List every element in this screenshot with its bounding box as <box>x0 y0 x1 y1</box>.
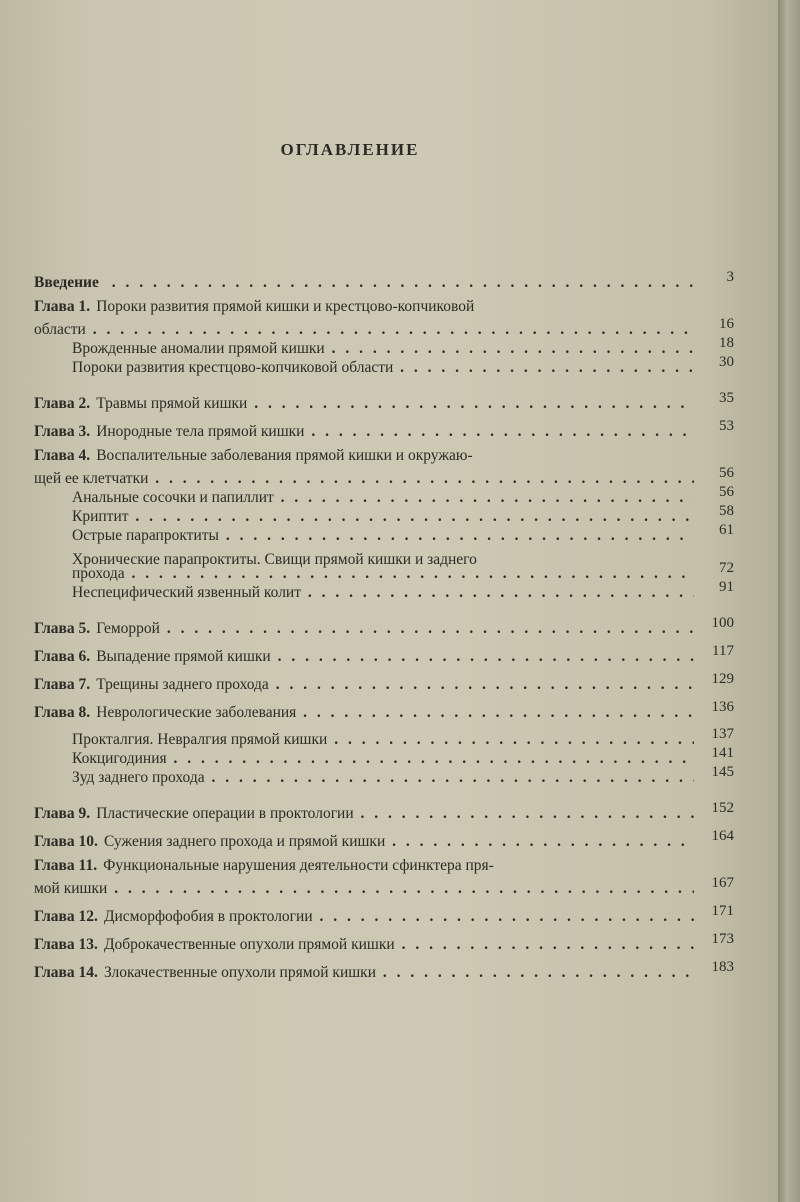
toc-entry-label: Глава 10. <box>34 833 98 850</box>
toc-page-number: 53 <box>719 418 734 434</box>
toc-entry-title-line1: Пороки развития прямой кишки и крестцово-копчиковой <box>96 298 475 315</box>
toc-page-number: 167 <box>711 875 734 891</box>
toc-entry-title: Пластические операции в проктологии <box>96 805 354 822</box>
toc-entry-title-line1: Воспалительные заболевания прямой кишки и окружаю- <box>96 447 473 464</box>
toc-entry-label: Глава 3. <box>34 423 91 440</box>
toc-entry-title: Зуд заднего прохода <box>72 769 205 786</box>
toc-page-number: 18 <box>719 335 734 351</box>
toc-entry-line <box>34 274 694 292</box>
toc-entry-title: Прокталгия. Невралгия прямой кишки <box>72 731 328 748</box>
toc-page-number: 136 <box>711 699 734 715</box>
toc-entry-title: Острые парапроктиты <box>72 527 219 544</box>
toc-entry-line <box>34 321 694 339</box>
toc-page-number: 141 <box>711 745 734 761</box>
toc-entry-label: Глава 1. <box>34 298 91 315</box>
toc-entry-intro <box>34 268 734 296</box>
toc-entry-label: Глава 12. <box>34 908 98 925</box>
toc-entry-chapter-13 <box>34 930 734 958</box>
toc-entry-label: Глава 4. <box>34 447 91 464</box>
toc-entry-label: Глава 5. <box>34 620 91 637</box>
toc-entry-label: Глава 7. <box>34 676 91 693</box>
toc-page-number: 164 <box>711 828 734 844</box>
toc-page-number: 72 <box>719 560 734 576</box>
toc-page-number: 56 <box>719 465 734 481</box>
toc-entry-title: Анальные сосочки и папиллит <box>72 489 274 506</box>
toc-entry-title: Кокцигодиния <box>72 750 167 767</box>
toc-page-number: 30 <box>719 354 734 370</box>
toc-page-number: 145 <box>711 764 734 780</box>
toc-page-number: 152 <box>711 800 734 816</box>
toc-entry-title: Врожденные аномалии прямой кишки <box>72 340 325 357</box>
toc-entry-title-line1: Хронические парапроктиты. Свищи прямой кишки и заднего <box>72 551 477 568</box>
toc-entry-chapter-4 <box>34 445 734 492</box>
toc-page-number: 183 <box>711 959 734 975</box>
toc-entry-label: Глава 14. <box>34 964 98 981</box>
toc-entry-title: Дисморфофобия в проктологии <box>103 908 313 925</box>
page-edge <box>778 0 800 1202</box>
toc-entry-title: Пороки развития крестцово-копчиковой области <box>72 359 394 376</box>
toc-page-number: 16 <box>719 316 734 332</box>
toc-entry-chapter-7 <box>34 670 734 698</box>
toc-entry-first-line <box>34 298 474 316</box>
toc-page-number: 137 <box>711 726 734 742</box>
toc-page-number: 100 <box>711 615 734 631</box>
toc-page-number: 58 <box>719 503 734 519</box>
page-title: ОГЛАВЛЕНИЕ <box>280 140 420 159</box>
toc-page-number: 129 <box>711 671 734 687</box>
toc-entry-label: Глава 9. <box>34 805 91 822</box>
toc-entry-title: мой кишки <box>34 880 108 897</box>
toc-entry-chapter-12 <box>34 902 734 930</box>
toc-subentry <box>34 764 734 791</box>
toc-entry-title: прохода <box>72 565 125 582</box>
toc-entry-chapter-9 <box>34 799 734 827</box>
toc-page-number: 173 <box>711 931 734 947</box>
toc-entry-title-line1: Функциональные нарушения деятельности сфинктера пря- <box>103 857 494 874</box>
toc-entry-label: Глава 6. <box>34 648 91 665</box>
toc-entry-label: Глава 8. <box>34 704 91 721</box>
toc-entry-title: Трещины заднего прохода <box>96 676 269 693</box>
toc-page-number: 171 <box>711 903 734 919</box>
toc-entry-chapter-5 <box>34 614 734 642</box>
toc-entry-title: Травмы прямой кишки <box>96 395 248 412</box>
toc-entry-label: Введение <box>34 274 99 291</box>
toc-page-number: 35 <box>719 390 734 406</box>
toc-entry-title: щей ее клетчатки <box>34 470 149 487</box>
toc-entry-label: Глава 2. <box>34 395 91 412</box>
toc-subentry <box>34 549 734 587</box>
toc-entry-title: Выпадение прямой кишки <box>96 648 271 665</box>
toc-entry-chapter-1 <box>34 296 734 343</box>
table-of-contents <box>34 268 734 986</box>
toc-entry-label: Глава 11. <box>34 857 98 874</box>
toc-entry-chapter-10 <box>34 827 734 855</box>
toc-subentry <box>34 354 734 381</box>
toc-entry-chapter-3 <box>34 417 734 445</box>
toc-entry-title: области <box>34 321 86 338</box>
toc-entry-chapter-6 <box>34 642 734 670</box>
toc-entry-title: Криптит <box>72 508 129 525</box>
toc-entry-chapter-14 <box>34 958 734 986</box>
toc-entry-title: Инородные тела прямой кишки <box>96 423 305 440</box>
toc-entry-title: Геморрой <box>96 620 160 637</box>
toc-subentry <box>34 522 734 549</box>
toc-page-number: 3 <box>726 269 734 285</box>
toc-entry-chapter-11 <box>34 855 734 902</box>
toc-page-number: 117 <box>712 643 734 659</box>
toc-entry-title: Доброкачественные опухоли прямой кишки <box>103 936 395 953</box>
toc-entry-title: Неспецифический язвенный колит <box>72 584 302 601</box>
toc-entry-label: Глава 13. <box>34 936 98 953</box>
toc-entry-title: Неврологические заболевания <box>96 704 297 721</box>
toc-page-number: 91 <box>719 579 734 595</box>
toc-page-number: 61 <box>719 522 734 538</box>
toc-subentry <box>34 579 734 606</box>
toc-page-number: 56 <box>719 484 734 500</box>
toc-entry-title: Злокачественные опухоли прямой кишки <box>103 964 377 981</box>
toc-entry-chapter-8 <box>34 698 734 726</box>
toc-entry-chapter-2 <box>34 389 734 417</box>
toc-entry-title: Сужения заднего прохода и прямой кишки <box>103 833 386 850</box>
